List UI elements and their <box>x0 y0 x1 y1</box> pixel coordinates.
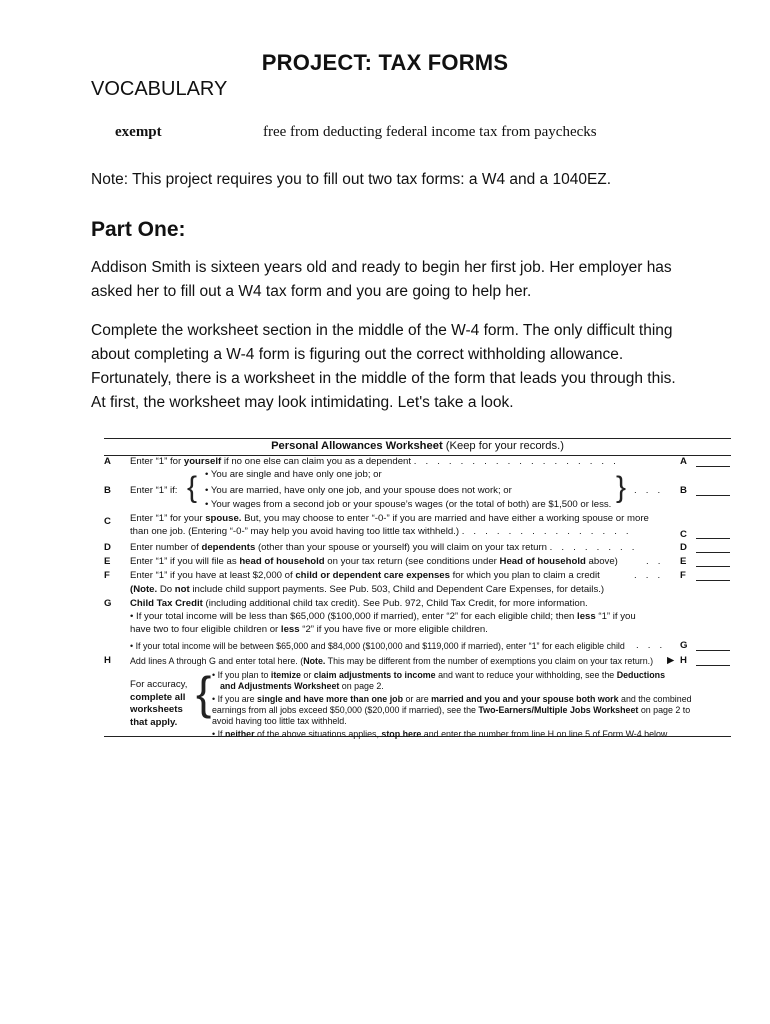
text-part: (other than your spouse or yourself) you will claim on your tax return <box>255 542 547 553</box>
side-line: worksheets <box>130 704 183 715</box>
text-bold: yourself <box>183 456 222 467</box>
part-one-heading: Part One: <box>91 218 186 241</box>
left-brace-icon: { <box>196 667 212 719</box>
line-f-entry[interactable] <box>696 570 730 581</box>
text-part: on your tax return (see conditions under <box>324 556 500 567</box>
row-label: Enter “1” if: <box>130 485 178 496</box>
line-h-entry[interactable] <box>696 655 730 666</box>
row-text <box>130 584 604 597</box>
text-part: have two to four eligible children or <box>130 624 281 635</box>
option-line: • Your wages from a second job or your spouse’s wages (or the total of both) are $1,500 or less. <box>205 499 612 510</box>
text-bold: (Note. <box>130 584 158 595</box>
leader-dots: . . . <box>634 570 664 581</box>
row-text <box>130 655 653 668</box>
text-part: on page 2 to <box>638 705 691 715</box>
row-text <box>130 624 488 637</box>
text-part: “2” if you have five or more eligible children. <box>299 624 488 635</box>
right-letter: D <box>680 542 687 553</box>
text-bold: claim adjustments to income <box>313 670 436 680</box>
text-bold: not <box>174 584 190 595</box>
text-bold: Deductions <box>616 670 666 680</box>
line-a-entry[interactable] <box>696 456 730 467</box>
text-part: Do <box>157 584 175 595</box>
text-bold: child or dependent care expenses <box>295 570 450 581</box>
right-letter: A <box>680 456 687 467</box>
text-part: Add lines A through G and enter total here. ( <box>130 656 304 666</box>
row-letter: D <box>104 542 111 553</box>
text-bold: Two-Earners/Multiple Jobs Worksheet <box>478 705 639 715</box>
row-text: • If your total income will be between $65,000 and $84,000 ($100,000 and $119,000 if married), enter “1” for each eligible child <box>130 641 625 651</box>
option-line: • You are married, have only one job, and your spouse does not work; or <box>205 485 512 496</box>
row-text <box>130 542 638 555</box>
right-letter: E <box>680 556 687 567</box>
paragraph-line: asked her to fill out a W4 tax form and you are going to help her. <box>91 283 532 300</box>
text-part: • If you are <box>212 694 258 704</box>
paragraph-line: Fortunately, there is a worksheet in the middle of the form that leads you through this. <box>91 370 676 387</box>
bullet-line <box>212 670 665 681</box>
leader-dots: . . . . . . . . . . . . . . . . . . <box>413 456 620 467</box>
text-part: or <box>300 670 314 680</box>
row-letter: G <box>104 598 112 609</box>
worksheet-bottom-rule <box>104 736 731 737</box>
text-bold: itemize <box>270 670 301 680</box>
row-text <box>130 598 588 611</box>
right-letter: B <box>680 485 687 496</box>
text-bold: stop here <box>381 729 422 739</box>
leader-dots: . . . . . . . . . . . . . . . <box>461 526 632 537</box>
page-title: PROJECT: TAX FORMS <box>261 50 509 75</box>
right-letter: C <box>680 529 687 540</box>
option-line: • You are single and have only one job; or <box>205 469 382 480</box>
bullet-line <box>212 694 692 705</box>
part-one-paragraph-2 <box>91 319 691 415</box>
vocab-term: exempt <box>115 124 162 140</box>
worksheet-heading <box>104 438 731 456</box>
part-one-paragraph-1 <box>91 256 691 304</box>
text-part: • If <box>212 729 225 739</box>
row-text <box>130 526 632 539</box>
row-text <box>130 556 618 569</box>
row-letter: E <box>104 556 111 567</box>
text-part: include child support payments. See Pub. 503, Child and Dependent Care Expenses, for details.) <box>189 584 605 595</box>
bullet-line <box>212 729 669 740</box>
text-bold: neither <box>224 729 255 739</box>
right-letter: F <box>680 570 686 581</box>
text-bold: single and have more than one job <box>257 694 404 704</box>
text-bold: and Adjustments Worksheet <box>220 681 340 691</box>
text-part: of the above situations applies, <box>254 729 382 739</box>
line-d-entry[interactable] <box>696 542 730 553</box>
text-part: or are <box>403 694 432 704</box>
worksheet-heading-rest: (Keep for your records.) <box>442 440 564 452</box>
text-part: This may be different from the number of exemptions you claim on your tax return.) <box>325 656 654 666</box>
row-letter: H <box>104 655 111 666</box>
text-part: “1” if you <box>595 611 636 622</box>
text-bold: married and you and your spouse both work <box>431 694 619 704</box>
text-bold: less <box>280 624 300 635</box>
vocab-definition: free from deducting federal income tax from paychecks <box>263 124 597 140</box>
worksheet-heading-bold: Personal Allowances Worksheet <box>271 440 443 452</box>
left-brace-icon: { <box>187 471 198 504</box>
accuracy-side-note <box>130 679 187 729</box>
text-part: • If you plan to <box>212 670 271 680</box>
text-part: • If your total income will be less than $65,000 ($100,000 if married), enter “2” for each eligible child; then <box>130 611 578 622</box>
side-line: complete all <box>130 691 186 703</box>
text-bold: dependents <box>201 542 256 553</box>
line-e-entry[interactable] <box>696 556 730 567</box>
right-letter: G <box>680 640 688 651</box>
text-bold: spouse. <box>205 513 242 524</box>
row-text <box>130 456 619 469</box>
text-bold: Note. <box>303 656 326 666</box>
leader-dots: . . . . . . . . <box>549 542 638 553</box>
text-part: Enter “1” if you have at least $2,000 of <box>130 570 296 581</box>
paragraph-line: Addison Smith is sixteen years old and ready to begin her first job. Her employer has <box>91 259 672 276</box>
row-text <box>130 513 649 526</box>
leader-dots: . . . <box>636 640 666 651</box>
bullet-line <box>212 705 690 716</box>
row-letter: F <box>104 570 110 581</box>
row-letter: A <box>104 456 111 467</box>
right-brace-icon: } <box>616 471 627 504</box>
line-g-entry[interactable] <box>696 640 730 651</box>
line-b-entry[interactable] <box>696 485 730 496</box>
text-part: on page 2. <box>339 681 384 691</box>
leader-dots: . . <box>646 556 664 567</box>
text-part: if no one else can claim you as a dependent <box>221 456 412 467</box>
text-bold: Child Tax Credit <box>130 598 203 609</box>
text-part: and enter the number from line H on line 5 of Form W-4 below. <box>421 729 670 739</box>
text-part: and the combined <box>618 694 692 704</box>
leader-dots: . . . <box>634 485 664 496</box>
row-letter: B <box>104 485 111 496</box>
text-bold: head of household <box>239 556 325 567</box>
paragraph-line: Complete the worksheet section in the middle of the W-4 form. The only difficult thing <box>91 322 673 339</box>
side-line: For accuracy, <box>130 679 188 690</box>
text-bold: Head of household <box>499 556 586 567</box>
text-part: above) <box>585 556 618 567</box>
text-bold: less <box>577 611 596 622</box>
text-part: for which you plan to claim a credit <box>449 570 600 581</box>
paragraph-line: At first, the worksheet may look intimidating. Let's take a look. <box>91 394 514 411</box>
text-part: and want to reduce your withholding, see the <box>435 670 617 680</box>
text-part: Enter number of <box>130 542 202 553</box>
side-line: that apply. <box>130 716 178 728</box>
text-part: than one job. (Entering “-0-” may help you avoid having too little tax withheld.) <box>130 526 460 537</box>
bullet-line <box>220 681 384 692</box>
row-text <box>130 570 600 583</box>
right-letter: H <box>680 655 687 666</box>
text-part: earnings from all jobs exceed $50,000 ($20,000 if married), see the <box>212 705 479 715</box>
text-part: But, you may choose to enter “-0-” if you are married and have either a working spouse or more <box>241 513 649 524</box>
text-part: (including additional child tax credit). See Pub. 972, Child Tax Credit, for more information. <box>202 598 588 609</box>
text-part: Enter “1” for your <box>130 513 206 524</box>
vocabulary-heading: VOCABULARY <box>91 78 228 100</box>
text-part: Enter “1” for <box>130 456 184 467</box>
paragraph-line: about completing a W-4 form is figuring out the correct withholding allowance. <box>91 346 624 363</box>
row-text <box>130 611 636 624</box>
line-c-entry[interactable] <box>696 528 730 539</box>
bullet-line: avoid having too little tax withheld. <box>212 716 347 726</box>
arrow-icon: ▶ <box>667 655 675 666</box>
project-note: Note: This project requires you to fill out two tax forms: a W4 and a 1040EZ. <box>91 171 612 188</box>
row-letter: C <box>104 516 111 527</box>
text-part: Enter “1” if you will file as <box>130 556 240 567</box>
